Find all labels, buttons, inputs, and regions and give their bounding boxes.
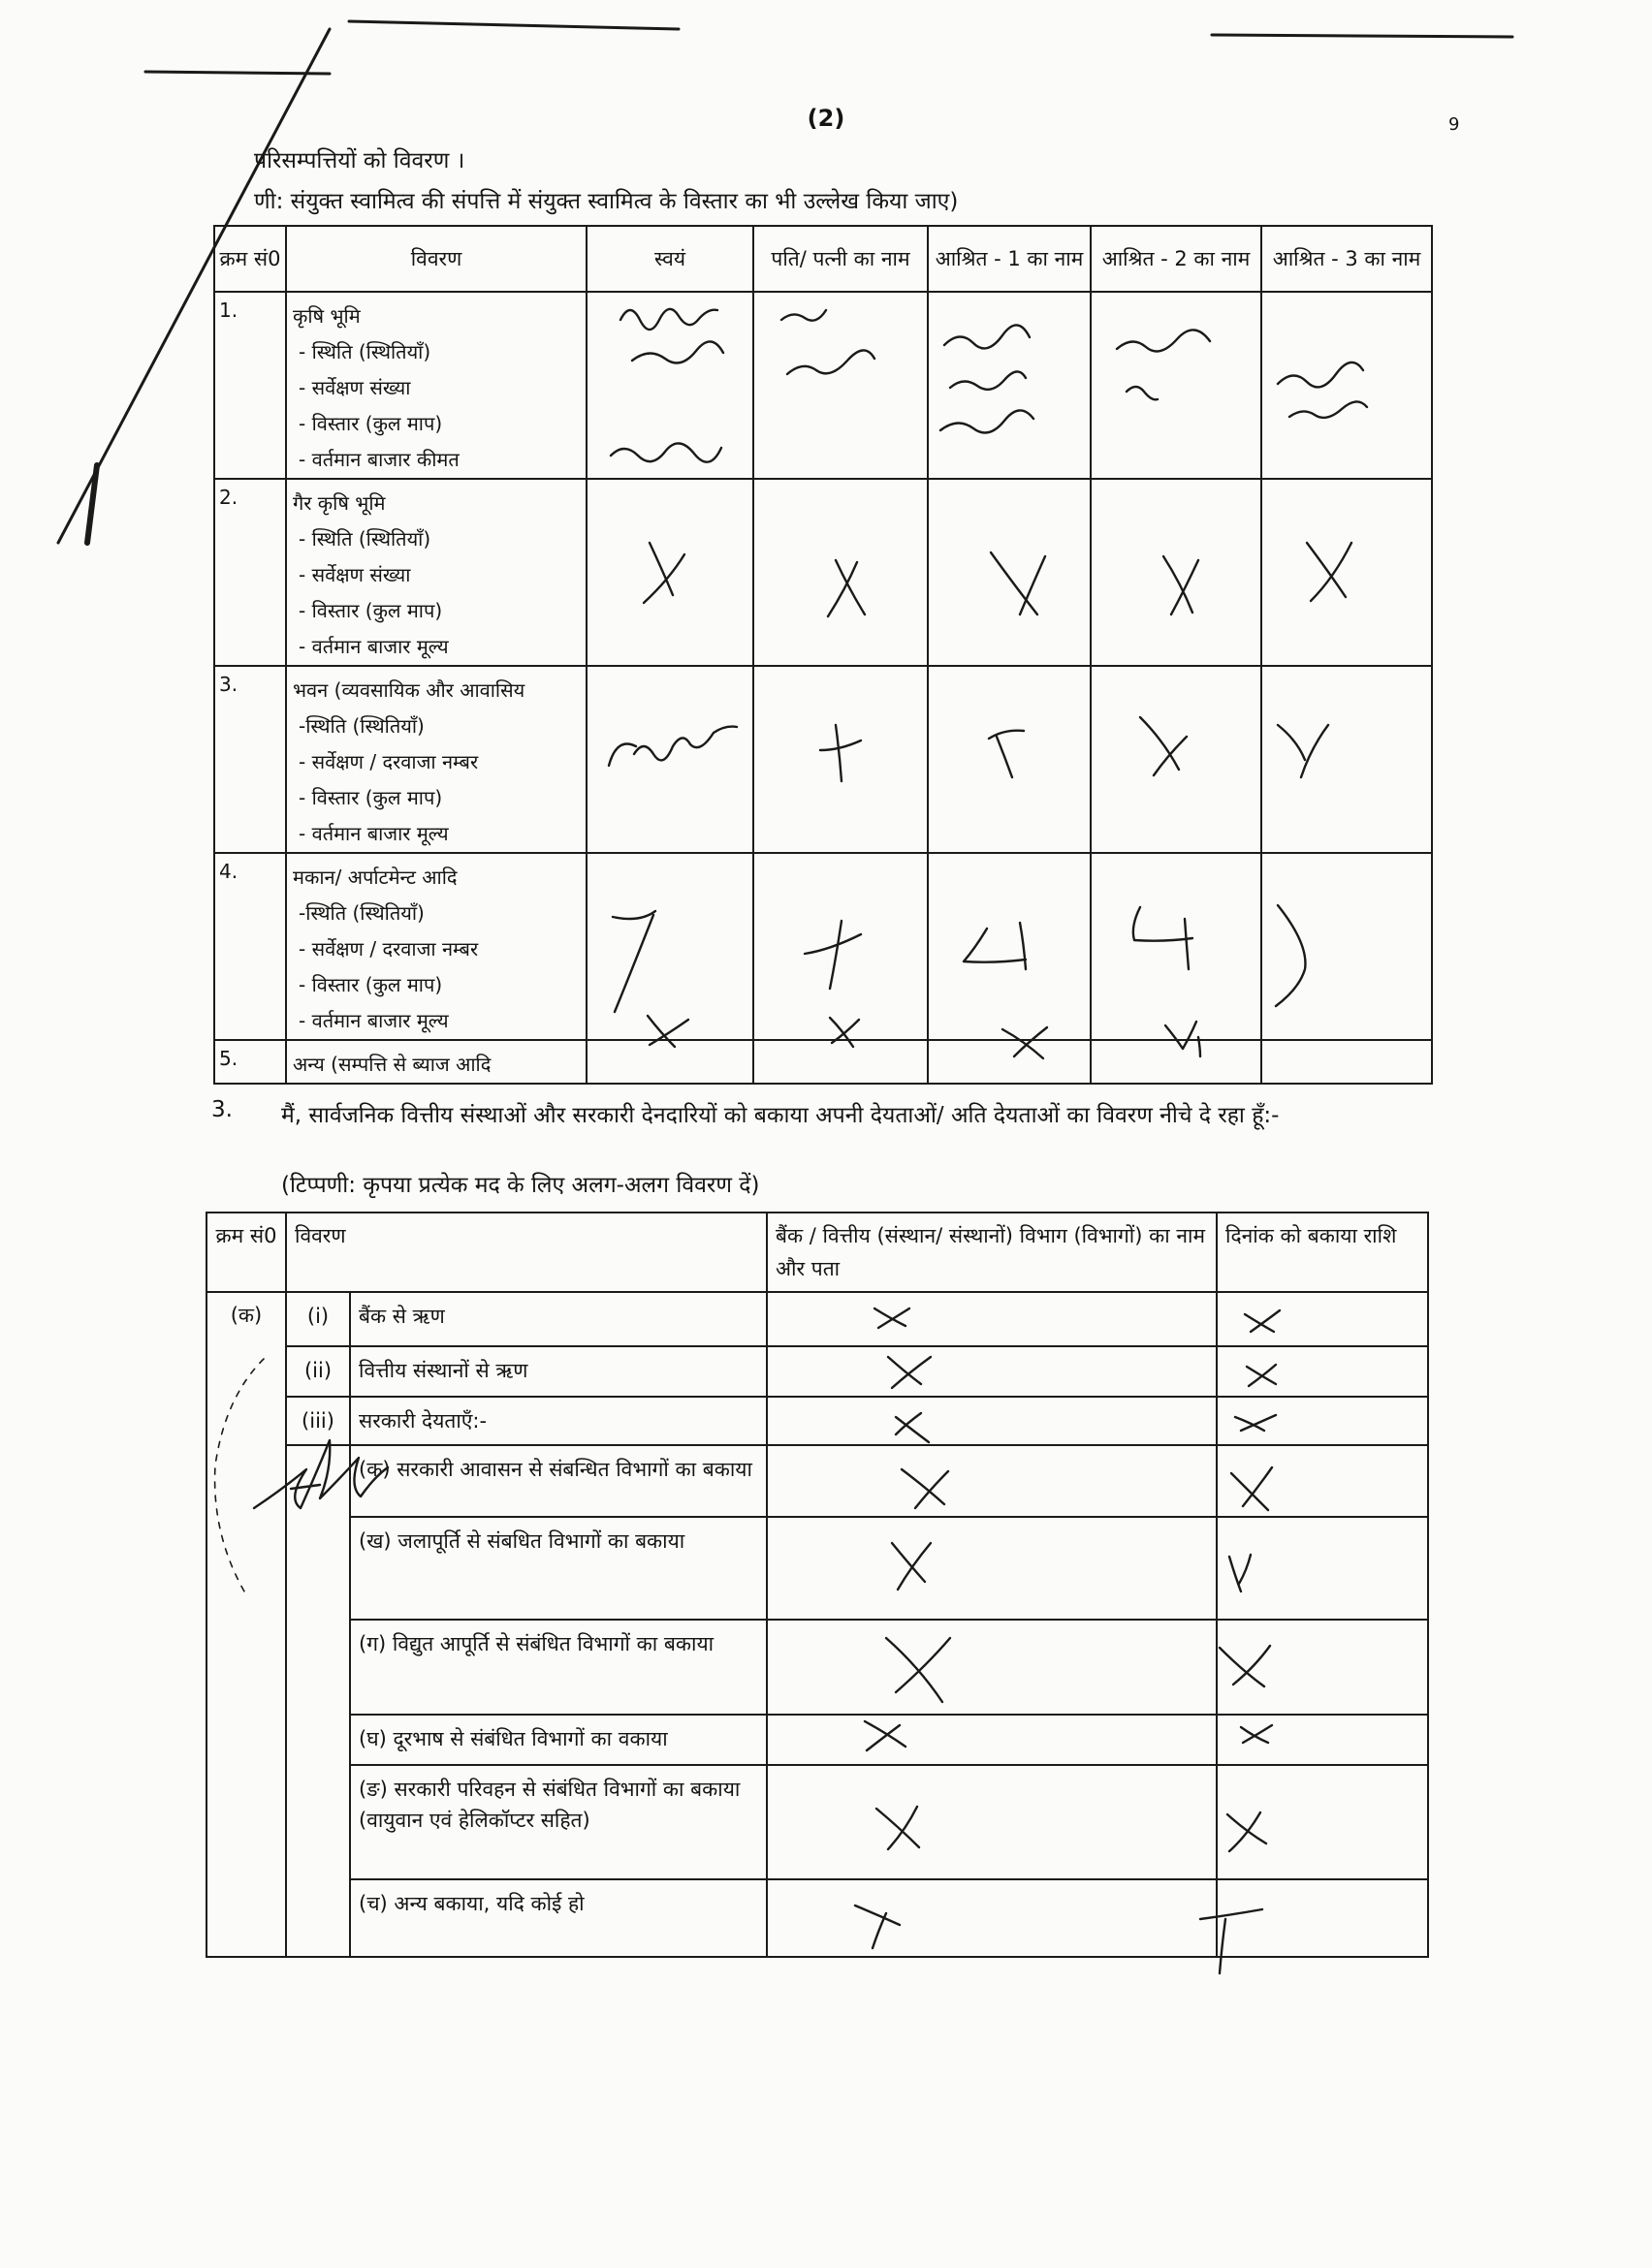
cross-mark xyxy=(805,921,861,989)
header-amount: दिनांक को बकाया राशि xyxy=(1217,1213,1428,1292)
cross-mark xyxy=(613,911,655,1012)
row-item: - स्थिति (स्थितियाँ) xyxy=(299,340,431,363)
cross-mark xyxy=(991,552,1045,614)
cross-mark xyxy=(828,560,865,616)
row-title: मकान/ अर्पाटमेन्ट आदि xyxy=(293,866,458,889)
sub-item-label: (च) अन्य बकाया, यदि कोई हो xyxy=(350,1879,767,1957)
row-item: - सर्वेक्षण संख्या xyxy=(299,376,411,399)
row-item: -स्थिति (स्थितियाँ) xyxy=(299,714,425,738)
assets-heading: परिसम्पत्तियों को विवरण । xyxy=(254,148,465,173)
row-item: - सर्वेक्षण / दरवाजा नम्बर xyxy=(299,750,479,773)
sub-item-label: (ग) विद्युत आपूर्ति से संबंधित विभागों का बकाया xyxy=(350,1620,767,1715)
scan-edge-line xyxy=(349,21,1512,37)
row-item: -स्थिति (स्थितियाँ) xyxy=(299,901,425,925)
row-number: 4. xyxy=(214,853,286,1040)
cross-mark xyxy=(876,1807,919,1849)
row-number: 1. xyxy=(214,292,286,479)
cross-mark xyxy=(1165,1022,1200,1056)
cross-mark xyxy=(1235,1415,1276,1431)
section-text: मैं, सार्वजनिक वित्तीय संस्थाओं और सरकारी देनदारियों को बकाया अपनी देयताओं/ अति देयताओं का विवरण नीचे दे रहा हूँ:- xyxy=(281,1103,1280,1128)
cross-mark xyxy=(886,1638,950,1702)
row-title: कृषि भूमि xyxy=(293,304,361,328)
cross-mark xyxy=(648,1016,688,1047)
cross-mark xyxy=(1307,543,1351,601)
cross-mark xyxy=(1220,1646,1270,1686)
header-serial-no: क्रम सं0 xyxy=(214,226,286,292)
cross-mark xyxy=(1163,556,1198,614)
header-dependent-3: आश्रित - 3 का नाम xyxy=(1261,226,1432,292)
item-label: सरकारी देयताएँ:- xyxy=(350,1397,767,1445)
cross-mark xyxy=(989,731,1024,777)
row-item: - स्थिति (स्थितियाँ) xyxy=(299,527,431,551)
cross-mark xyxy=(1247,1365,1276,1386)
corner-mark: 9 xyxy=(1448,114,1460,135)
stamp-arc xyxy=(215,1359,264,1591)
cross-mark xyxy=(1227,1812,1266,1851)
row-item: - विस्तार (कुल माप) xyxy=(299,786,443,809)
cross-mark xyxy=(820,725,861,781)
sub-item-label: (क) सरकारी आवासन से संबन्धित विभागों का बकाया xyxy=(350,1445,767,1517)
handwriting-scribble xyxy=(1278,362,1367,418)
row-item: - विस्तार (कुल माप) xyxy=(299,412,443,435)
cross-mark xyxy=(1278,725,1328,777)
row-title: अन्य (सम्पत्ति से ब्याज आदि xyxy=(293,1053,492,1076)
cross-mark xyxy=(1133,907,1192,969)
cross-mark xyxy=(830,1018,859,1047)
group-label: (क) xyxy=(206,1292,286,1957)
handwriting-scribble xyxy=(781,310,874,374)
item-index: (i) xyxy=(286,1292,350,1346)
row-item: - वर्तमान बाजार मूल्य xyxy=(299,635,449,658)
row-title: भवन (व्यवसायिक और आवासिय xyxy=(293,678,525,702)
row-number: 5. xyxy=(214,1040,286,1084)
cross-mark xyxy=(1200,1909,1262,1973)
section-number: 3. xyxy=(211,1097,233,1122)
item-label: वित्तीय संस्थानों से ऋण xyxy=(350,1346,767,1397)
header-spouse: पति/ पत्नी का नाम xyxy=(753,226,928,292)
row-item: - सर्वेक्षण / दरवाजा नम्बर xyxy=(299,937,479,961)
row-item: - सर्वेक्षण संख्या xyxy=(299,563,411,586)
row-title: गैर कृषि भूमि xyxy=(293,491,386,515)
header-description: विवरण xyxy=(286,226,587,292)
assets-note: णी: संयुक्त स्वामित्व की संपत्ति में संयुक्त स्वामित्व के विस्तार का भी उल्लेख किया जाए) xyxy=(254,189,959,214)
header-dependent-2: आश्रित - 2 का नाम xyxy=(1091,226,1261,292)
cross-mark xyxy=(1231,1467,1272,1510)
cross-mark xyxy=(1241,1725,1272,1743)
handwriting-scribble xyxy=(609,727,737,766)
sub-item-label: (ख) जलापूर्ति से संबधित विभागों का बकाया xyxy=(350,1517,767,1620)
item-index: (iii) xyxy=(286,1397,350,1445)
section-note: (टिप्पणी: कृपया प्रत्येक मद के लिए अलग-अलग विवरण दें) xyxy=(281,1173,760,1198)
row-item: - वर्तमान बाजार कीमत xyxy=(299,448,460,471)
cross-mark xyxy=(902,1469,948,1508)
cross-mark xyxy=(964,923,1026,969)
row-item: - विस्तार (कुल माप) xyxy=(299,973,443,996)
cross-mark xyxy=(865,1721,905,1750)
row-item: - वर्तमान बाजार मूल्य xyxy=(299,1009,449,1032)
cross-mark xyxy=(892,1543,931,1590)
header-dependent-1: आश्रित - 1 का नाम xyxy=(928,226,1091,292)
header-bank-name: बैंक / वित्तीय (संस्थान/ संस्थानों) विभाग (विभागों) का नाम और पता xyxy=(767,1213,1217,1292)
header-serial-no: क्रम सं0 xyxy=(206,1213,286,1292)
cross-mark xyxy=(1140,717,1187,775)
handwriting-scribble xyxy=(611,309,723,462)
signature xyxy=(254,1440,388,1508)
row-number: 2. xyxy=(214,479,286,666)
sub-item-label: (घ) दूरभाष से संबंधित विभागों का वकाया xyxy=(350,1715,767,1765)
cross-mark xyxy=(888,1357,931,1388)
row-item: - वर्तमान बाजार मूल्य xyxy=(299,822,449,845)
sub-item-label: (ङ) सरकारी परिवहन से संबंधित विभागों का बकाया (वायुवान एवं हेलिकॉप्टर सहित) xyxy=(350,1765,767,1879)
row-item: - विस्तार (कुल माप) xyxy=(299,599,443,622)
handwriting-scribble xyxy=(1117,330,1210,399)
item-label: बैंक से ऋण xyxy=(350,1292,767,1346)
cross-mark xyxy=(1229,1555,1251,1591)
handwriting-scribble xyxy=(940,325,1033,432)
header-self: स्वयं xyxy=(587,226,753,292)
scan-edge-line xyxy=(145,72,330,74)
page-number: (2) xyxy=(807,105,845,132)
item-index: (ii) xyxy=(286,1346,350,1397)
cross-mark xyxy=(874,1308,909,1328)
cross-mark xyxy=(1276,905,1305,1006)
cross-mark xyxy=(644,543,684,603)
cross-mark xyxy=(855,1906,900,1948)
row-number: 3. xyxy=(214,666,286,853)
header-description: विवरण xyxy=(286,1213,767,1292)
cross-mark xyxy=(1002,1027,1047,1058)
cross-mark xyxy=(896,1413,929,1442)
cross-mark xyxy=(1245,1310,1280,1332)
